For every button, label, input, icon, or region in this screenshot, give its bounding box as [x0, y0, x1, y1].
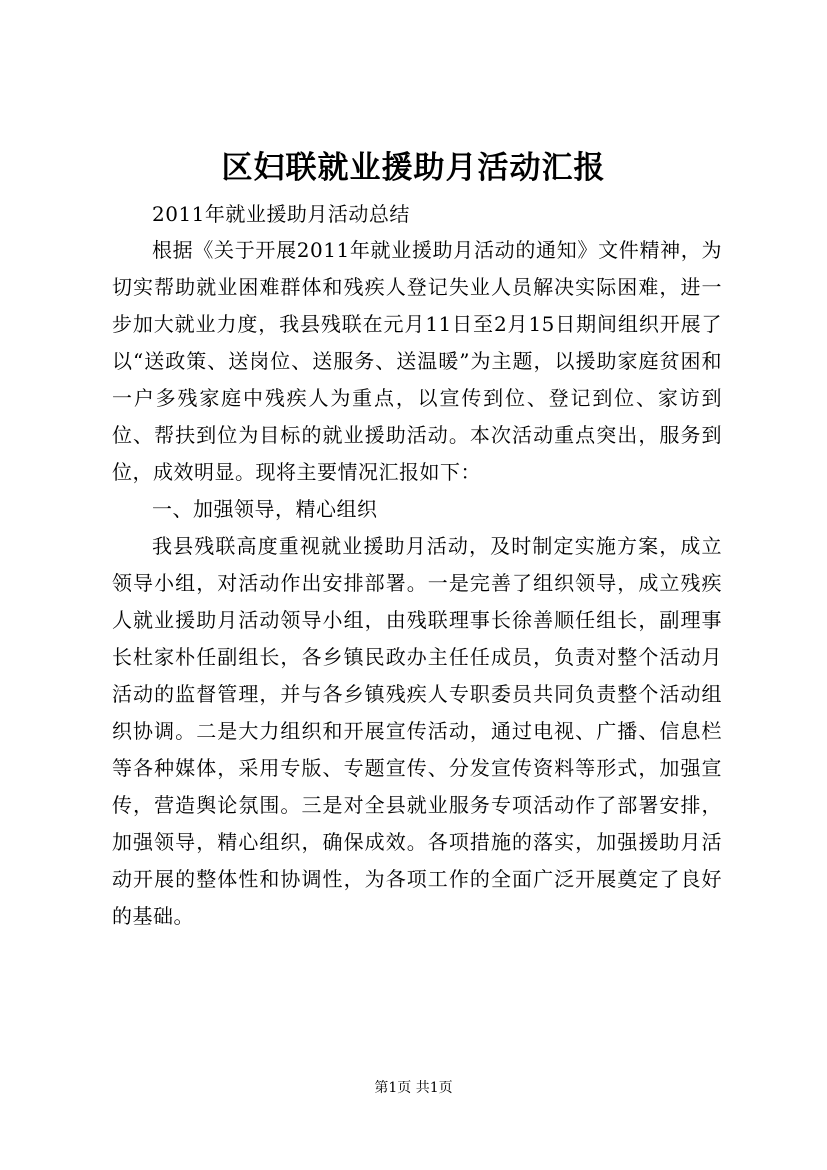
section-heading-1: 一、加强领导，精心组织	[152, 497, 378, 521]
paragraph-section-1: 我县残联高度重视就业援助月活动，及时制定实施方案，成立领导小组，对活动作出安排部署。一是完善了组织领导，成立残疾人就业援助月活动领导小组，由残联理事长徐善顺任组长，副理事长杜家朴任副组长，各乡镇民政办主任任成员，负责对整个活动月活动的监督管理，并与各乡镇残疾人专职委员共同负责整个活动组织协调。二是大力组织和开展宣传活动，通过电视、广播、信息栏等各种媒体，采用专版、专题宣传、分发宣传资料等形式，加强宣传，营造舆论氛围。三是对全县就业服务专项活动作了部署安排，加强领导，精心组织，确保成效。各项措施的落实，加强援助月活动开展的整体性和协调性，为各项工作的全面广泛开展奠定了良好的基础。	[112, 534, 722, 928]
page-title: 区妇联就业援助月活动汇报	[221, 150, 606, 186]
document-body	[112, 196, 722, 935]
paragraph-intro: 根据《关于开展2011年就业援助月活动的通知》文件精神，为切实帮助就业困难群体和残疾人登记失业人员解决实际困难，进一步加大就业力度，我县残联在元月11日至2月15日期间组织开展了以“送政策、送岗位、送服务、送温暖”为主题，以援助家庭贫困和一户多残家庭中残疾人为重点，以宣传到位、登记到位、家访到位、帮扶到位为目标的就业援助活动。本次活动重点突出，服务到位，成效明显。现将主要情况汇报如下：	[112, 238, 722, 484]
page-footer: 第1页 共1页	[374, 1080, 453, 1096]
document-subtitle: 2011年就业援助月活动总结	[152, 202, 410, 226]
